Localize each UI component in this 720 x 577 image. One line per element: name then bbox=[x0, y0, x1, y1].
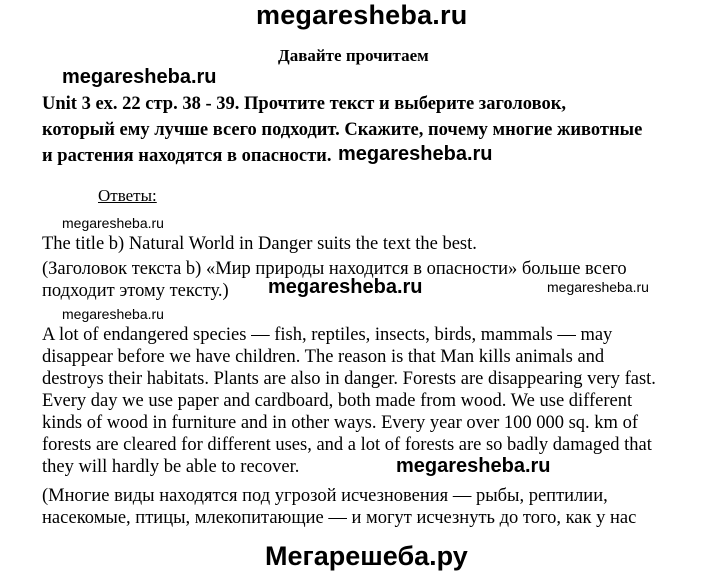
watermark-task-end: megaresheba.ru bbox=[338, 143, 493, 165]
watermark-mid-2: megaresheba.ru bbox=[396, 455, 551, 477]
paragraph-line: kinds of wood in furniture and in other ways. Every year over 100 000 sq. km of bbox=[42, 413, 638, 433]
answer-line: The title b) Natural World in Danger suits the text the best. bbox=[42, 234, 477, 254]
answer-line: (Заголовок текста b) «Мир природы находится в опасности» больше всего bbox=[42, 259, 627, 279]
task-line: Unit 3 ex. 22 стр. 38 - 39. Прочтите текст и выберите заголовок, bbox=[42, 94, 566, 114]
watermark-small-2: megaresheba.ru bbox=[62, 306, 164, 322]
translation-line: (Многие виды находятся под угрозой исчезновения — рыбы, рептилии, bbox=[42, 486, 608, 506]
paragraph-line: they will hardly be able to recover. bbox=[42, 457, 300, 477]
watermark-small-1: megaresheba.ru bbox=[62, 215, 164, 231]
paragraph-line: Every day we use paper and cardboard, both made from wood. We use different bbox=[42, 391, 633, 411]
footer-watermark: Мегарешеба.ру bbox=[265, 541, 468, 571]
paragraph-line: forests are cleared for different uses, and a lot of forests are so badly damaged that bbox=[42, 435, 652, 455]
translation-paragraph bbox=[42, 485, 636, 529]
answers-label: Ответы: bbox=[98, 186, 157, 205]
paragraph-line: A lot of endangered species — fish, reptiles, insects, birds, mammals — may bbox=[42, 325, 613, 345]
translation-line: насекомые, птицы, млекопитающие — и могут исчезнуть до того, как у нас bbox=[42, 508, 637, 528]
paragraph-line: disappear before we have children. The reason is that Man kills animals and bbox=[42, 347, 605, 367]
watermark-small-right: megaresheba.ru bbox=[547, 279, 649, 295]
task-line: и растения находятся в опасности. bbox=[42, 146, 332, 166]
watermark-left: megaresheba.ru bbox=[62, 66, 217, 88]
english-paragraph bbox=[42, 324, 656, 478]
answer-line: подходит этому тексту.) bbox=[42, 281, 229, 301]
task-line: который ему лучше всего подходит. Скажите, почему многие животные bbox=[42, 120, 643, 140]
section-heading: Давайте прочитаем bbox=[278, 46, 429, 65]
watermark-top: megaresheba.ru bbox=[256, 0, 468, 30]
watermark-mid-1: megaresheba.ru bbox=[268, 276, 423, 298]
paragraph-line: destroys their habitats. Plants are also in danger. Forests are disappearing very fast. bbox=[42, 369, 656, 389]
